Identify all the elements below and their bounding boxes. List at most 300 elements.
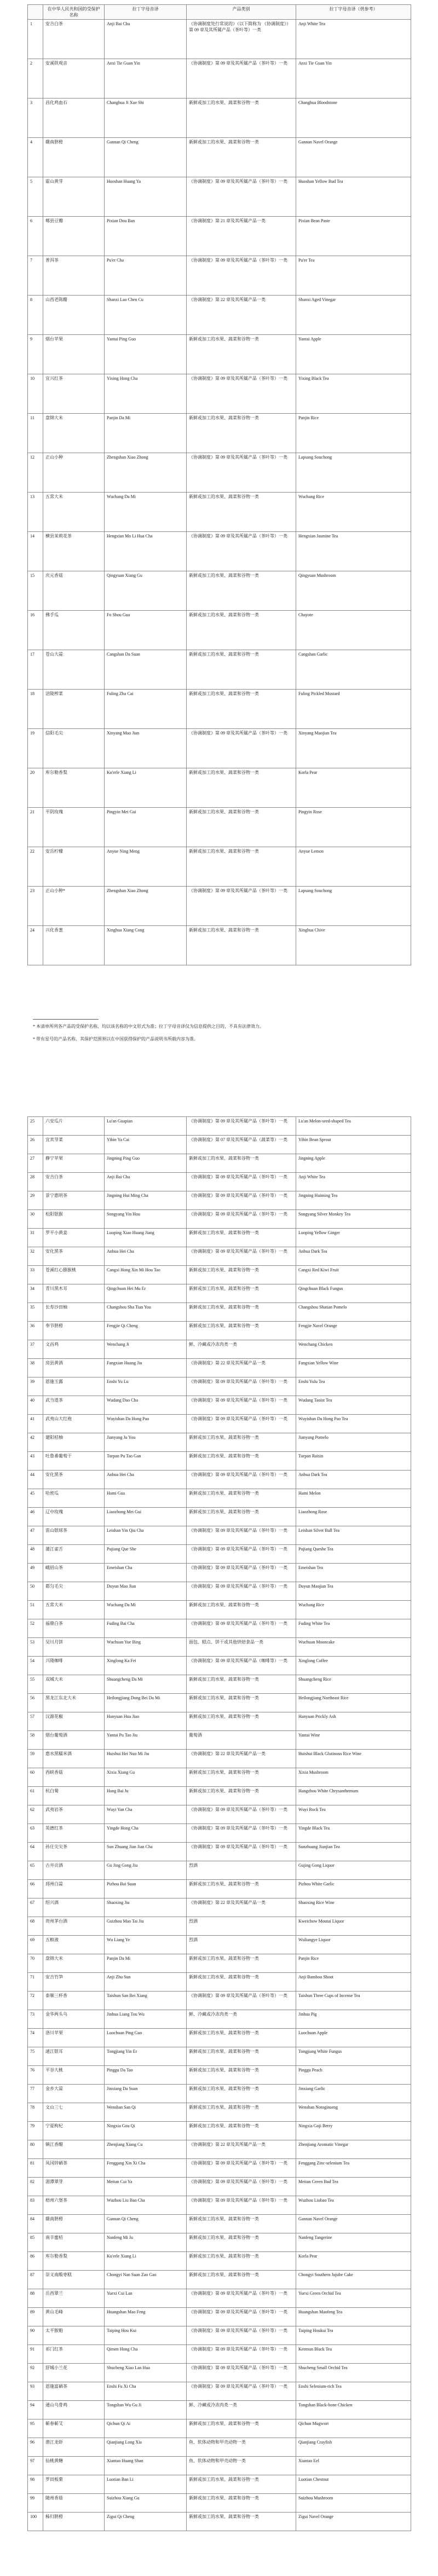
row-number: 73	[28, 2010, 43, 2029]
product-class: 《协调制度》第 09 章及其所属产品（茶叶等）一类	[187, 2196, 296, 2215]
transliteration: Yixing Hong Cha	[105, 374, 187, 414]
product-class: 新鲜或加工的水果、蔬菜和谷物一类	[187, 2475, 296, 2494]
transliteration: Wuchang Da Mi	[105, 1601, 187, 1619]
table-row	[28, 2215, 411, 2233]
product-class: 《协调制度》第 09 章及其所属产品（茶叶等）一类	[187, 2289, 296, 2308]
table-row	[28, 611, 411, 650]
transliteration: Songyang Yin Hou	[105, 1210, 187, 1229]
reference-translation: Jingning Huiming Tea	[296, 1191, 411, 1210]
reference-translation: Hanyuan Prickly Ash	[296, 1712, 411, 1731]
table-row	[28, 1917, 411, 1936]
product-class: 《协调制度》第 09 章及其所属产品（茶叶等）一类	[187, 1173, 296, 1191]
row-number: 57	[28, 1712, 43, 1731]
row-number: 18	[28, 690, 43, 729]
protected-name: 吐鲁番葡萄干	[43, 1452, 105, 1471]
product-class: 《协调制度》第 09 章及其所属产品（茶叶等）一类	[187, 1992, 296, 2010]
row-number: 51	[28, 1601, 43, 1619]
product-class: 《协调制度》第 09 章及其所属产品（茶叶等）一类	[187, 1564, 296, 1582]
transliteration: Fangxian Huang Jiu	[105, 1359, 187, 1377]
reference-translation: Korla Pear	[296, 2252, 411, 2271]
reference-translation: Pizhou White Garlic	[296, 1880, 411, 1898]
product-class: 新鲜或加工的水果、蔬菜和谷物一类	[187, 1675, 296, 1694]
table-row	[28, 847, 411, 887]
transliteration: Yantai Ping Guo	[105, 335, 187, 374]
row-number: 54	[28, 1657, 43, 1675]
table-row	[28, 1191, 411, 1210]
transliteration: Luoping Xiao Huang Jiang	[105, 1229, 187, 1247]
transliteration: Anji Zhu Sun	[105, 1973, 187, 1992]
reference-translation: Xinghua Chive	[296, 926, 411, 965]
protected-name: 岳西翠兰	[43, 2289, 105, 2308]
table-row	[28, 1880, 411, 1898]
protected-name: 都匀毛尖	[43, 1582, 105, 1601]
protected-name: 金乡大蒜	[43, 2085, 105, 2103]
page-1	[0, 0, 438, 1067]
protected-name: 潜江龙虾	[43, 2438, 105, 2457]
protected-name: 安吉竹笋	[43, 1973, 105, 1992]
transliteration: Tongjiang Yin Er	[105, 2047, 187, 2066]
transliteration: Pixian Dou Ban	[105, 217, 187, 256]
reference-translation: Tongshan Black-bone Chicken	[296, 2401, 411, 2419]
protected-name: 恩施玉露	[43, 1377, 105, 1396]
table-row	[28, 2438, 411, 2457]
reference-translation: Wuliangye Liquor	[296, 1936, 411, 1954]
reference-translation: Zigui Navel Orange	[296, 2513, 411, 2531]
reference-translation: Anhua Dark Tea	[296, 1247, 411, 1266]
table-row	[28, 1861, 411, 1880]
reference-translation: Anxi Tie Guan Yin	[296, 59, 411, 99]
transliteration: Yuexi Cui Lan	[105, 2289, 187, 2308]
table-row	[28, 1266, 411, 1284]
product-class: 新鲜或加工的水果、蔬菜和谷物一类	[187, 335, 296, 374]
product-class: 新鲜或加工的水果、蔬菜和谷物一类	[187, 926, 296, 965]
transliteration: Gannan Qi Cheng	[105, 2215, 187, 2233]
table-row	[28, 1340, 411, 1359]
protected-name: 安化黑茶	[43, 1247, 105, 1266]
row-number: 79	[28, 2122, 43, 2140]
row-number: 95	[28, 2419, 43, 2438]
product-class: 新鲜或加工的水果、蔬菜和谷物一类	[187, 1154, 296, 1173]
product-class: 《协调制度》第 09 章及其所属产品（茶叶等）一类	[187, 532, 296, 571]
row-number: 13	[28, 493, 43, 532]
reference-translation: Nanfeng Tangerine	[296, 2233, 411, 2252]
row-number: 15	[28, 571, 43, 611]
protected-name: 平阴玫瑰	[43, 808, 105, 847]
row-number: 62	[28, 1805, 43, 1824]
protected-name: 洛川苹果	[43, 2029, 105, 2047]
product-class: 《协调制度》第 09 章及其所属产品（茶叶等）一类	[187, 1471, 296, 1489]
reference-translation: Xinyang Maojian Tea	[296, 729, 411, 768]
product-class: 新鲜或加工的水果、蔬菜和谷物一类	[187, 1452, 296, 1471]
table-row	[28, 2475, 411, 2494]
product-class: 《协调制度》第 09 章及其所属产品（茶叶等）一类	[187, 1619, 296, 1638]
product-class: 《协调制度》第 09 章及其所属产品（茶叶等）一类	[187, 1824, 296, 1843]
row-number: 49	[28, 1564, 43, 1582]
table-row	[28, 2345, 411, 2364]
protected-name: 山西老陈醋	[43, 296, 105, 335]
table-row	[28, 2513, 411, 2531]
reference-translation: Anyue Lemon	[296, 847, 411, 887]
transliteration: Wuzhou Liu Bao Cha	[105, 2196, 187, 2215]
row-number: 1	[28, 20, 43, 59]
table-row	[28, 808, 411, 847]
reference-translation: Chayote	[296, 611, 411, 650]
reference-translation: Keemun Black Tea	[296, 2345, 411, 2364]
protected-name: 五粮液	[43, 1936, 105, 1954]
protected-name: 安吉白茶	[43, 20, 105, 59]
reference-translation: Huishui Black Glutinous Rice Wine	[296, 1750, 411, 1768]
protected-name: 涪陵榨菜	[43, 690, 105, 729]
table-row	[28, 138, 411, 177]
row-number: 34	[28, 1284, 43, 1303]
row-number: 38	[28, 1359, 43, 1377]
row-number: 20	[28, 768, 43, 808]
reference-translation: Xiantao Eel	[296, 2457, 411, 2475]
product-class: 新鲜或加工的水果、蔬菜和谷物一类	[187, 1712, 296, 1731]
product-class: 新鲜或加工的水果、蔬菜和谷物一类	[187, 2419, 296, 2438]
product-class: 鲜、冷藏或冷冻肉类一类	[187, 2010, 296, 2029]
transliteration: Pujiang Que She	[105, 1545, 187, 1564]
protected-name: 宜兴红茶	[43, 374, 105, 414]
transliteration: Hanyuan Hua Jiao	[105, 1712, 187, 1731]
reference-translation: Wuchuan Mooncake	[296, 1638, 411, 1657]
reference-translation: Gujing Gong Liquor	[296, 1861, 411, 1880]
row-number: 91	[28, 2345, 43, 2364]
table-row	[28, 2066, 411, 2085]
table-row	[28, 2364, 411, 2382]
product-class: 《协调制度》第 09 章及其所属产品（茶叶等）一类	[187, 1247, 296, 1266]
row-number: 3	[28, 99, 43, 138]
reference-translation: Wudang Taoist Tea	[296, 1396, 411, 1415]
transliteration: Fengjie Qi Cheng	[105, 1322, 187, 1340]
transliteration: Anxi Tie Guan Yin	[105, 59, 187, 99]
protected-name: 泰顺三杯香	[43, 1992, 105, 2010]
row-number: 10	[28, 374, 43, 414]
row-number: 6	[28, 217, 43, 256]
product-class: 新鲜或加工的水果、蔬菜和谷物一类	[187, 611, 296, 650]
reference-translation: Qingyuan Mushroom	[296, 571, 411, 611]
table-row	[28, 2252, 411, 2271]
table-row	[28, 2233, 411, 2252]
protected-name: 兴化香葱	[43, 926, 105, 965]
row-number: 17	[28, 650, 43, 690]
product-class: 新鲜或加工的水果、蔬菜和谷物一类	[187, 571, 296, 611]
reference-translation: Qianjiang Crayfish	[296, 2438, 411, 2457]
product-class: 《协调制度》第 09 章及其所属产品（咖啡等）一类	[187, 1657, 296, 1675]
table-row	[28, 1526, 411, 1545]
transliteration: Xiantao Huang Shan	[105, 2457, 187, 2475]
protected-name: 兴隆咖啡	[43, 1657, 105, 1675]
protected-name: 庆元香菇	[43, 571, 105, 611]
table-row	[28, 1415, 411, 1433]
protected-name: 凤冈锌硒茶	[43, 2159, 105, 2178]
row-number: 40	[28, 1396, 43, 1415]
reference-translation: Luotian Chestnut	[296, 2475, 411, 2494]
transliteration: Hami Gua	[105, 1489, 187, 1508]
header-number	[28, 5, 43, 20]
protected-name: 平谷大桃	[43, 2066, 105, 2085]
transliteration: Jingning Ping Guo	[105, 1154, 187, 1173]
table-row	[28, 1117, 411, 1136]
protected-name: 恩施富硒茶	[43, 2382, 105, 2401]
table-row	[28, 217, 411, 256]
table-row	[28, 2010, 411, 2029]
product-class: 新鲜或加工的水果、蔬菜和谷物一类	[187, 2029, 296, 2047]
table-row	[28, 1173, 411, 1191]
row-number: 78	[28, 2103, 43, 2122]
reference-translation: Panjin Rice	[296, 414, 411, 453]
table-row	[28, 1694, 411, 1712]
protected-name: 蒲江雀舌	[43, 1545, 105, 1564]
reference-translation: Songyang Silver Monkey Tea	[296, 1210, 411, 1229]
product-class: 《协调制度》第 09 章及其所属产品（茶叶等）一类	[187, 1415, 296, 1433]
protected-name: 武夷岩茶	[43, 1805, 105, 1824]
table-row	[28, 1750, 411, 1768]
transliteration: Zhenjiang Xiang Cu	[105, 2140, 187, 2159]
protected-name: 横县茉莉花茶	[43, 532, 105, 571]
product-class: 新鲜或加工的水果、蔬菜和谷物一类	[187, 1954, 296, 1973]
protected-name: 长寿沙田柚	[43, 1303, 105, 1322]
row-number: 89	[28, 2308, 43, 2326]
reference-translation: Yantai Apple	[296, 335, 411, 374]
transliteration: Lu'an Guapian	[105, 1117, 187, 1136]
reference-translation: Jinhua Pig	[296, 2010, 411, 2029]
product-class: 《协调制度》第 09 章及其所属产品（茶叶等）一类	[187, 1545, 296, 1564]
row-number: 69	[28, 1936, 43, 1954]
product-class: 《协调制度》第 22 章及其所属产品一类	[187, 2140, 296, 2159]
row-number: 30	[28, 1210, 43, 1229]
protected-name: 盘锦大米	[43, 1954, 105, 1973]
reference-translation: Huangshan Maofeng Tea	[296, 2308, 411, 2326]
reference-translation: Heilongjiang Northeast Rice	[296, 1694, 411, 1712]
table-header-row	[28, 5, 411, 20]
table-row	[28, 2326, 411, 2345]
table-row	[28, 1973, 411, 1992]
row-number: 67	[28, 1898, 43, 1917]
row-number: 61	[28, 1787, 43, 1805]
table-row	[28, 1377, 411, 1396]
table-row	[28, 1136, 411, 1154]
row-number: 37	[28, 1340, 43, 1359]
reference-translation: Shucheng Small Orchid Tea	[296, 2364, 411, 2382]
protected-name: 太平猴魁	[43, 2326, 105, 2345]
transliteration: Jinhua Liang Tou Wu	[105, 2010, 187, 2029]
product-class: 新鲜或加工的水果、蔬菜和谷物一类	[187, 690, 296, 729]
product-class: 新鲜或加工的水果、蔬菜和谷物一类	[187, 2066, 296, 2085]
transliteration: Fuding Bai Cha	[105, 1619, 187, 1638]
row-number: 52	[28, 1619, 43, 1638]
transliteration: Emeishan Cha	[105, 1564, 187, 1582]
protected-name: 文山三七	[43, 2103, 105, 2122]
product-class: 新鲜或加工的水果、蔬菜和谷物一类	[187, 1266, 296, 1284]
row-number: 76	[28, 2066, 43, 2085]
row-number: 47	[28, 1526, 43, 1545]
row-number: 9	[28, 335, 43, 374]
protected-name: 静宁苹果	[43, 1154, 105, 1173]
row-number: 56	[28, 1694, 43, 1712]
row-number: 77	[28, 2085, 43, 2103]
product-class: 《协调制度》第 09 章及其所属产品（茶叶等）一类	[187, 374, 296, 414]
reference-translation: Pinggu Peach	[296, 2066, 411, 2085]
reference-translation: Taishun Three Cups of Incense Tea	[296, 1992, 411, 2010]
reference-translation: Yibin Bean Sprout	[296, 1136, 411, 1154]
product-class: 新鲜或加工的水果、蔬菜和谷物一类	[187, 1433, 296, 1452]
reference-translation: Yuexi Green Orchid Tea	[296, 2289, 411, 2308]
reference-translation: Panjin Rice	[296, 1954, 411, 1973]
table-row	[28, 768, 411, 808]
product-class: 《协调制度》第 22 章及其所属产品一类	[187, 296, 296, 335]
transliteration: Wu Liang Ye	[105, 1936, 187, 1954]
reference-translation: Wuyishan Da Hong Pao Tea	[296, 1415, 411, 1433]
table-row	[28, 926, 411, 965]
table-row	[28, 2289, 411, 2308]
protected-name: 昌化鸡血石	[43, 99, 105, 138]
protected-name: 惠水黑糯米酒	[43, 1750, 105, 1768]
row-number: 48	[28, 1545, 43, 1564]
protected-name: 邳州白蒜	[43, 1880, 105, 1898]
transliteration: Jianyang Ju You	[105, 1433, 187, 1452]
row-number: 19	[28, 729, 43, 768]
row-number: 11	[28, 414, 43, 453]
row-number: 60	[28, 1768, 43, 1787]
transliteration: Wuchuan Yue Bing	[105, 1638, 187, 1657]
row-number: 98	[28, 2475, 43, 2494]
table-row	[28, 690, 411, 729]
reference-translation: Emeishan Tea	[296, 1564, 411, 1582]
table-row	[28, 1992, 411, 2010]
product-class: 《协调制度》第 09 章及其所属产品（茶叶等）一类	[187, 1396, 296, 1415]
reference-translation: Hami Melon	[296, 1489, 411, 1508]
protected-name: 舒城小兰花	[43, 2364, 105, 2382]
transliteration: Changhua Ji Xue Shi	[105, 99, 187, 138]
transliteration: Leishan Yin Qiu Cha	[105, 1526, 187, 1545]
row-number: 84	[28, 2215, 43, 2233]
row-number: 24	[28, 926, 43, 965]
protected-name: 烟台苹果	[43, 335, 105, 374]
reference-translation: Changhua Bloodstone	[296, 99, 411, 138]
table-row	[28, 532, 411, 571]
product-class: 新鲜或加工的水果、蔬菜和谷物一类	[187, 2271, 296, 2289]
row-number: 80	[28, 2140, 43, 2159]
table-row	[28, 1638, 411, 1657]
product-class: 新鲜或加工的水果、蔬菜和谷物一类	[187, 1508, 296, 1526]
table-row	[28, 414, 411, 453]
protected-name: 霍山黄芽	[43, 177, 105, 217]
product-class: 《协调制度》第 09 章及其所属产品（茶叶等）一类	[187, 2326, 296, 2345]
row-number: 22	[28, 847, 43, 887]
transliteration: Hengxian Mo Li Hua Cha	[105, 532, 187, 571]
row-number: 35	[28, 1303, 43, 1322]
transliteration: Anhua Hei Cha	[105, 1471, 187, 1489]
table-row	[28, 1508, 411, 1526]
row-number: 28	[28, 1173, 43, 1191]
product-class: 《协调制度》第 09 章及其所属产品（茶叶等）一类	[187, 1805, 296, 1824]
table-row	[28, 1582, 411, 1601]
table-row	[28, 1229, 411, 1247]
footnotes	[33, 1023, 383, 1049]
row-number: 44	[28, 1471, 43, 1489]
transliteration: Wuyishan Da Hong Pao	[105, 1415, 187, 1433]
product-class: 《协调制度》第 09 章及其所属产品（茶叶等）一类	[187, 887, 296, 926]
reference-translation: Ningxia Goji Berry	[296, 2122, 411, 2140]
row-number: 53	[28, 1638, 43, 1657]
transliteration: Shaoxing Jiu	[105, 1898, 187, 1917]
product-class: 《协调制度》第 09 章及其所属产品（茶叶等）一类	[187, 1210, 296, 1229]
reference-translation: Duyun Maojian Tea	[296, 1582, 411, 1601]
table-row	[28, 1154, 411, 1173]
row-number: 33	[28, 1266, 43, 1284]
transliteration: Qianjiang Long Xia	[105, 2438, 187, 2457]
reference-translation: Pixian Bean Paste	[296, 217, 411, 256]
product-class: 新鲜或加工的水果、蔬菜和谷物一类	[187, 2103, 296, 2122]
row-number: 5	[28, 177, 43, 217]
transliteration: Panjin Da Mi	[105, 1954, 187, 1973]
reference-translation: Enshi Selenium-rich Tea	[296, 2382, 411, 2401]
transliteration: Changshou Sha Tian You	[105, 1303, 187, 1322]
table-row	[28, 2308, 411, 2326]
product-class: 新鲜或加工的水果、蔬菜和谷物一类	[187, 1229, 296, 1247]
product-class: 新鲜或加工的水果、蔬菜和谷物一类	[187, 1322, 296, 1340]
table-row	[28, 1787, 411, 1805]
table-row	[28, 2382, 411, 2401]
protected-name: 烟台葡萄酒	[43, 1731, 105, 1750]
protected-name: 宜宾芽菜	[43, 1136, 105, 1154]
protected-name: 苍溪红心猕猴桃	[43, 1266, 105, 1284]
row-number: 96	[28, 2438, 43, 2457]
transliteration: Pizhou Bai Suan	[105, 1880, 187, 1898]
reference-translation: Meitan Green Bud Tea	[296, 2178, 411, 2196]
protected-name: 祁门红茶	[43, 2345, 105, 2364]
row-number: 59	[28, 1750, 43, 1768]
product-class: 鱼、软体动物和甲壳动物一类	[187, 2438, 296, 2457]
table-row	[28, 2029, 411, 2047]
table-row	[28, 2103, 411, 2122]
table-row	[28, 1805, 411, 1824]
footnote-rule	[33, 1019, 99, 1020]
row-number: 93	[28, 2382, 43, 2401]
table-row	[28, 1824, 411, 1843]
transliteration: Wenchang Ji	[105, 1340, 187, 1359]
product-class: 新鲜或加工的水果、蔬菜和谷物一类	[187, 2494, 296, 2513]
header-transliteration: 拉丁字母音译	[105, 5, 187, 20]
footnote-1: * 本清单所列各产品的受保护名称，均以该名称的中文形式为准；拉丁字母音译仅为信息提供之目的，不具有法律效力。	[33, 1024, 264, 1029]
product-class: 鲜、冷藏或冷冻肉类一类	[187, 2401, 296, 2419]
row-number: 23	[28, 887, 43, 926]
reference-translation: Wuchang Rice	[296, 493, 411, 532]
transliteration: Suizhou Xiang Gu	[105, 2494, 187, 2513]
row-number: 39	[28, 1377, 43, 1396]
transliteration: Fenggang Xin Xi Cha	[105, 2159, 187, 2178]
reference-translation: Pujiang Queshe Tea	[296, 1545, 411, 1564]
reference-translation: Jianyang Pomelo	[296, 1433, 411, 1452]
protected-name: 杭白菊	[43, 1787, 105, 1805]
product-class: 新鲜或加工的水果、蔬菜和谷物一类	[187, 493, 296, 532]
table-row	[28, 20, 411, 59]
product-class: 新鲜或加工的水果、蔬菜和谷物一类	[187, 1601, 296, 1619]
row-number: 2	[28, 59, 43, 99]
transliteration: Panjin Da Mi	[105, 414, 187, 453]
transliteration: Shucheng Xiao Lan Hua	[105, 2364, 187, 2382]
reference-translation: Changshou Shatian Pomelo	[296, 1303, 411, 1322]
product-class: 《协调制度》第 09 章及其所属产品（茶叶等）一类	[187, 1377, 296, 1396]
product-class: 《协调制度》第 22 章及其所属产品一类	[187, 1898, 296, 1917]
product-class: 《协调制度》第 09 章及其所属产品（茶叶等）一类	[187, 2308, 296, 2326]
product-class: 新鲜或加工的水果、蔬菜和谷物一类	[187, 650, 296, 690]
table-row	[28, 2159, 411, 2178]
row-number: 21	[28, 808, 43, 847]
reference-translation: Anji White Tea	[296, 1173, 411, 1191]
protected-name: 景宁惠明茶	[43, 1191, 105, 1210]
